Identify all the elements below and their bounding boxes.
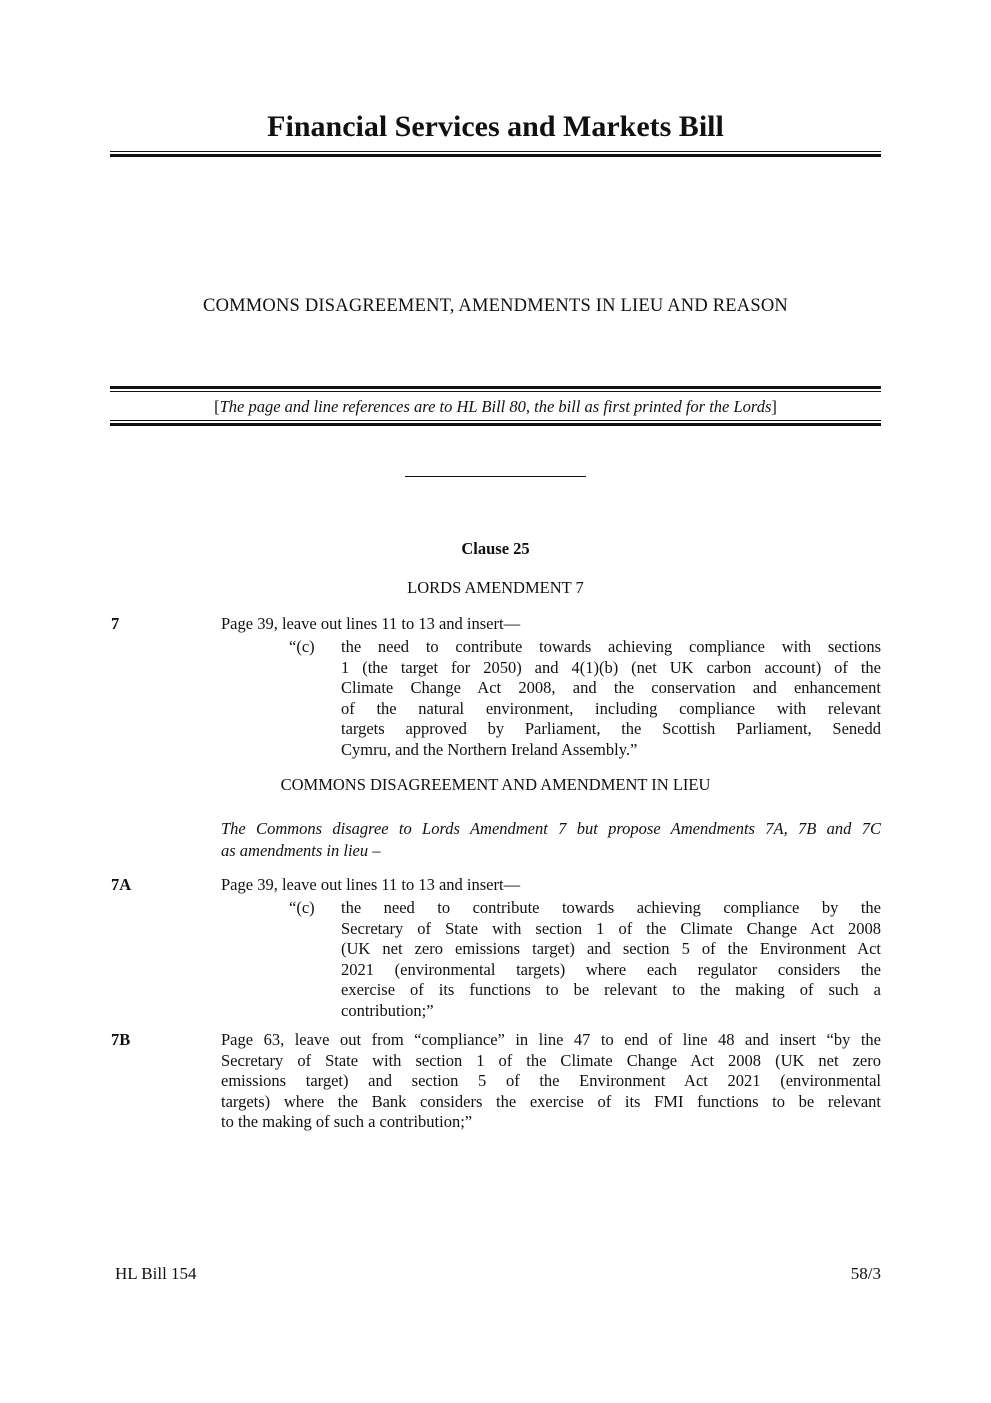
document-subtitle: COMMONS DISAGREEMENT, AMENDMENTS IN LIEU AND REASON <box>203 296 788 316</box>
amendment-number: 7 <box>111 614 120 633</box>
bill-title: Financial Services and Markets Bill <box>267 110 724 143</box>
refnote-open-bracket: [ <box>214 397 220 416</box>
quote-line: (UK net zero emissions target) and section 5 of the Environment Act <box>341 939 881 958</box>
quote-line: contribution;” <box>341 1000 434 1020</box>
lords-amendment-heading: LORDS AMENDMENT 7 <box>407 578 584 597</box>
commons-note <box>221 818 881 862</box>
amendment-quote-text <box>341 637 881 760</box>
text-line: emissions target) and section 5 of the Environment Act 2021 (environmental <box>221 1071 881 1090</box>
quote-line: Secretary of State with section 1 of the Climate Change Act 2008 <box>341 918 881 938</box>
quote-label: “(c) <box>289 898 315 917</box>
reference-note <box>110 397 881 417</box>
text-line: Secretary of State with section 1 of the Climate Change Act 2008 (UK net zero <box>221 1050 881 1070</box>
amendment-instruction: Page 39, leave out lines 11 to 13 and insert— <box>221 875 521 894</box>
text-line: to the making of such a contribution;” <box>221 1112 473 1131</box>
footer-page-reference: 58/3 <box>850 1264 881 1283</box>
refnote-close-bracket: ] <box>771 397 777 416</box>
note-line: The Commons disagree to Lords Amendment 7 but propose Amendments 7A, 7B and 7C <box>221 819 881 838</box>
refnote-rule-top-thin <box>110 391 881 392</box>
title-rule-thin <box>110 151 881 152</box>
section-separator <box>405 476 586 477</box>
quote-line: 1 (the target for 2050) and 4(1)(b) (net UK carbon account) of the <box>341 657 881 677</box>
quote-line: the need to contribute towards achieving compliance by the <box>341 898 881 917</box>
text-line: targets) where the Bank considers the exercise of its FMI functions to be relevant <box>221 1091 881 1111</box>
title-rule-thick <box>110 154 881 157</box>
refnote-rule-bottom-thin <box>110 420 881 421</box>
commons-disagreement-heading: COMMONS DISAGREEMENT AND AMENDMENT IN LIEU <box>280 775 711 794</box>
refnote-rule-bottom-thick <box>110 423 881 426</box>
quote-line: the need to contribute towards achieving compliance with sections <box>341 637 881 656</box>
quote-line: Cymru, and the Northern Ireland Assembly.” <box>341 739 638 759</box>
text-line: Page 63, leave out from “compliance” in line 47 to end of line 48 and insert “by the <box>221 1030 881 1049</box>
quote-line: Climate Change Act 2008, and the conservation and enhancement <box>341 678 881 697</box>
refnote-rule-top-thick <box>110 386 881 389</box>
amendment-text <box>221 1030 881 1133</box>
quote-line: 2021 (environmental targets) where each regulator considers the <box>341 959 881 979</box>
amendment-quote-text <box>341 898 881 1021</box>
quote-line: exercise of its functions to be relevant to the making of such a <box>341 980 881 999</box>
amendment-instruction: Page 39, leave out lines 11 to 13 and insert— <box>221 614 521 633</box>
quote-label: “(c) <box>289 637 315 656</box>
note-line: as amendments in lieu – <box>221 841 381 860</box>
quote-line: targets approved by Parliament, the Scottish Parliament, Senedd <box>341 719 881 738</box>
amendment-number: 7A <box>111 875 132 894</box>
clause-heading: Clause 25 <box>461 539 530 558</box>
amendment-number: 7B <box>111 1030 131 1049</box>
quote-line: of the natural environment, including compliance with relevant <box>341 698 881 718</box>
refnote-text: The page and line references are to HL Bill 80, the bill as first printed for the Lords <box>219 397 772 416</box>
footer-bill-reference: HL Bill 154 <box>115 1264 197 1283</box>
